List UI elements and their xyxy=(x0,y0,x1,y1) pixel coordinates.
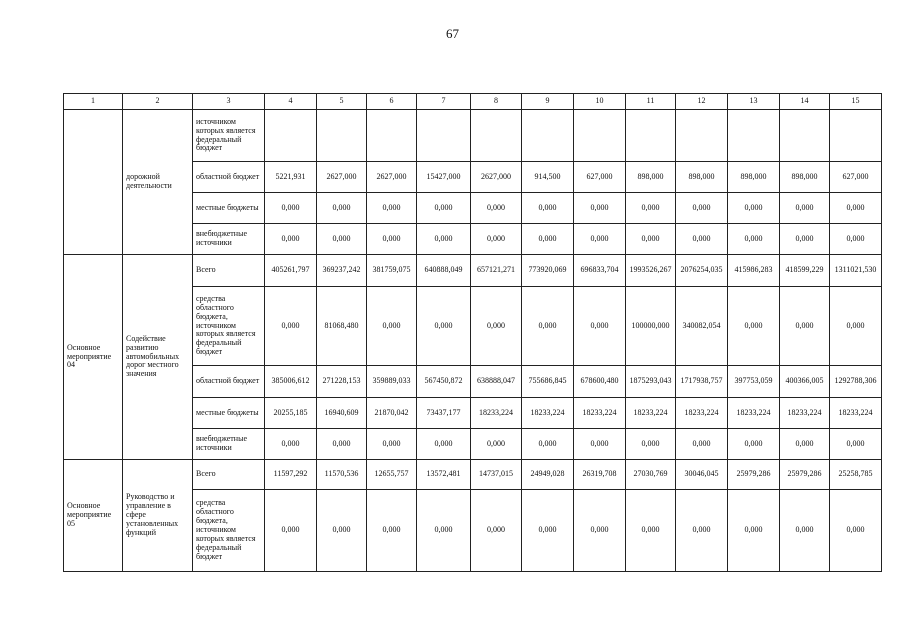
table-row xyxy=(64,255,882,287)
value-cell: 0,000 xyxy=(471,287,522,366)
value-cell: 0,000 xyxy=(317,193,367,224)
value-cell: 1993526,267 xyxy=(626,255,676,287)
value-cell: 0,000 xyxy=(780,429,830,460)
funding-source-cell: внебюджетные источники xyxy=(193,224,265,255)
measure-description-cell: Руководство и управление в сфере установленных функций xyxy=(123,460,193,572)
value-cell: 0,000 xyxy=(780,490,830,572)
value-cell: 898,000 xyxy=(780,162,830,193)
value-cell: 0,000 xyxy=(830,224,882,255)
value-cell: 898,000 xyxy=(626,162,676,193)
value-cell: 20255,185 xyxy=(265,398,317,429)
value-cell: 0,000 xyxy=(626,193,676,224)
value-cell: 0,000 xyxy=(830,287,882,366)
value-cell: 18233,224 xyxy=(471,398,522,429)
value-cell: 18233,224 xyxy=(830,398,882,429)
value-cell xyxy=(830,110,882,162)
column-header: 6 xyxy=(367,94,417,110)
value-cell: 271228,153 xyxy=(317,366,367,398)
value-cell: 0,000 xyxy=(780,287,830,366)
value-cell: 0,000 xyxy=(574,193,626,224)
measure-name-cell xyxy=(64,110,123,255)
column-header: 12 xyxy=(676,94,728,110)
column-header: 3 xyxy=(193,94,265,110)
value-cell: 0,000 xyxy=(265,224,317,255)
value-cell: 0,000 xyxy=(471,224,522,255)
value-cell xyxy=(780,110,830,162)
value-cell: 0,000 xyxy=(367,429,417,460)
value-cell: 18233,224 xyxy=(676,398,728,429)
funding-source-cell: средства областного бюджета, источником которых является федеральный бюджет xyxy=(193,287,265,366)
value-cell: 0,000 xyxy=(830,490,882,572)
value-cell xyxy=(626,110,676,162)
value-cell: 0,000 xyxy=(265,193,317,224)
value-cell: 1311021,530 xyxy=(830,255,882,287)
funding-source-cell: Всего xyxy=(193,460,265,490)
value-cell: 381759,075 xyxy=(367,255,417,287)
column-header: 7 xyxy=(417,94,471,110)
funding-source-cell: местные бюджеты xyxy=(193,398,265,429)
column-header: 15 xyxy=(830,94,882,110)
value-cell: 73437,177 xyxy=(417,398,471,429)
value-cell: 13572,481 xyxy=(417,460,471,490)
value-cell: 678600,480 xyxy=(574,366,626,398)
value-cell: 0,000 xyxy=(830,193,882,224)
column-header: 8 xyxy=(471,94,522,110)
value-cell xyxy=(265,110,317,162)
value-cell: 81068,480 xyxy=(317,287,367,366)
value-cell: 24949,028 xyxy=(522,460,574,490)
value-cell: 400366,005 xyxy=(780,366,830,398)
value-cell: 627,000 xyxy=(574,162,626,193)
value-cell: 0,000 xyxy=(522,193,574,224)
value-cell: 2627,000 xyxy=(317,162,367,193)
table-row xyxy=(64,460,882,490)
value-cell: 0,000 xyxy=(522,287,574,366)
funding-source-cell: Всего xyxy=(193,255,265,287)
value-cell: 0,000 xyxy=(574,429,626,460)
value-cell: 696833,704 xyxy=(574,255,626,287)
value-cell: 18233,224 xyxy=(780,398,830,429)
table-row xyxy=(64,110,882,162)
value-cell xyxy=(471,110,522,162)
measure-name-cell: Основное мероприятие 05 xyxy=(64,460,123,572)
value-cell: 0,000 xyxy=(522,224,574,255)
column-header: 2 xyxy=(123,94,193,110)
value-cell: 0,000 xyxy=(676,193,728,224)
value-cell: 16940,609 xyxy=(317,398,367,429)
value-cell: 405261,797 xyxy=(265,255,317,287)
column-header: 5 xyxy=(317,94,367,110)
page-number: 67 xyxy=(446,26,459,41)
value-cell: 0,000 xyxy=(317,490,367,572)
value-cell: 18233,224 xyxy=(626,398,676,429)
value-cell: 397753,059 xyxy=(728,366,780,398)
value-cell: 418599,229 xyxy=(780,255,830,287)
value-cell: 25979,286 xyxy=(728,460,780,490)
value-cell: 0,000 xyxy=(574,490,626,572)
value-cell: 0,000 xyxy=(728,193,780,224)
value-cell: 0,000 xyxy=(417,193,471,224)
value-cell: 385006,612 xyxy=(265,366,317,398)
column-header: 13 xyxy=(728,94,780,110)
value-cell: 2627,000 xyxy=(471,162,522,193)
funding-source-cell: местные бюджеты xyxy=(193,193,265,224)
column-header: 4 xyxy=(265,94,317,110)
value-cell: 0,000 xyxy=(676,224,728,255)
value-cell: 340082,054 xyxy=(676,287,728,366)
value-cell: 0,000 xyxy=(471,193,522,224)
funding-source-cell: внебюджетные источники xyxy=(193,429,265,460)
value-cell: 773920,069 xyxy=(522,255,574,287)
value-cell: 2076254,035 xyxy=(676,255,728,287)
value-cell: 12655,757 xyxy=(367,460,417,490)
funding-source-cell: источником которых является федеральный бюджет xyxy=(193,110,265,162)
measure-description-cell: дорожной деятельности xyxy=(123,110,193,255)
value-cell: 0,000 xyxy=(417,429,471,460)
column-header: 1 xyxy=(64,94,123,110)
value-cell: 657121,271 xyxy=(471,255,522,287)
value-cell: 18233,224 xyxy=(522,398,574,429)
value-cell: 0,000 xyxy=(367,224,417,255)
header-row xyxy=(64,94,882,110)
value-cell xyxy=(676,110,728,162)
budget-table xyxy=(63,93,882,572)
value-cell: 0,000 xyxy=(780,224,830,255)
value-cell: 0,000 xyxy=(626,429,676,460)
value-cell: 0,000 xyxy=(522,429,574,460)
value-cell: 11570,536 xyxy=(317,460,367,490)
value-cell: 0,000 xyxy=(728,224,780,255)
value-cell xyxy=(417,110,471,162)
value-cell: 0,000 xyxy=(317,224,367,255)
value-cell: 18233,224 xyxy=(728,398,780,429)
value-cell: 0,000 xyxy=(317,429,367,460)
value-cell xyxy=(367,110,417,162)
value-cell: 1717938,757 xyxy=(676,366,728,398)
value-cell: 1292788,306 xyxy=(830,366,882,398)
value-cell: 640888,049 xyxy=(417,255,471,287)
measure-name-cell: Основное мероприятие 04 xyxy=(64,255,123,460)
value-cell: 0,000 xyxy=(367,193,417,224)
value-cell xyxy=(522,110,574,162)
value-cell: 0,000 xyxy=(522,490,574,572)
value-cell: 5221,931 xyxy=(265,162,317,193)
value-cell: 18233,224 xyxy=(574,398,626,429)
value-cell: 0,000 xyxy=(265,490,317,572)
value-cell: 0,000 xyxy=(265,287,317,366)
value-cell: 0,000 xyxy=(574,287,626,366)
value-cell: 0,000 xyxy=(265,429,317,460)
column-header: 14 xyxy=(780,94,830,110)
value-cell: 0,000 xyxy=(471,490,522,572)
value-cell: 914,500 xyxy=(522,162,574,193)
value-cell: 0,000 xyxy=(830,429,882,460)
measure-description-cell: Содействие развитию автомобильных дорог местного значения xyxy=(123,255,193,460)
value-cell xyxy=(728,110,780,162)
value-cell: 100000,000 xyxy=(626,287,676,366)
value-cell: 25258,785 xyxy=(830,460,882,490)
value-cell: 2627,000 xyxy=(367,162,417,193)
value-cell: 0,000 xyxy=(417,490,471,572)
value-cell: 0,000 xyxy=(417,224,471,255)
value-cell: 0,000 xyxy=(728,490,780,572)
value-cell: 15427,000 xyxy=(417,162,471,193)
value-cell: 26319,708 xyxy=(574,460,626,490)
value-cell: 0,000 xyxy=(367,287,417,366)
value-cell: 0,000 xyxy=(367,490,417,572)
column-header: 11 xyxy=(626,94,676,110)
value-cell xyxy=(317,110,367,162)
value-cell: 638888,047 xyxy=(471,366,522,398)
value-cell: 359889,033 xyxy=(367,366,417,398)
column-header: 9 xyxy=(522,94,574,110)
value-cell: 567450,872 xyxy=(417,366,471,398)
value-cell: 14737,015 xyxy=(471,460,522,490)
value-cell: 30046,045 xyxy=(676,460,728,490)
value-cell: 11597,292 xyxy=(265,460,317,490)
value-cell: 0,000 xyxy=(626,490,676,572)
value-cell: 627,000 xyxy=(830,162,882,193)
value-cell: 21870,042 xyxy=(367,398,417,429)
value-cell: 898,000 xyxy=(728,162,780,193)
value-cell: 898,000 xyxy=(676,162,728,193)
value-cell: 0,000 xyxy=(728,429,780,460)
value-cell: 369237,242 xyxy=(317,255,367,287)
value-cell xyxy=(574,110,626,162)
value-cell: 0,000 xyxy=(574,224,626,255)
funding-source-cell: областной бюджет xyxy=(193,366,265,398)
value-cell: 0,000 xyxy=(471,429,522,460)
funding-source-cell: средства областного бюджета, источником которых является федеральный бюджет xyxy=(193,490,265,572)
value-cell: 755686,845 xyxy=(522,366,574,398)
value-cell: 0,000 xyxy=(626,224,676,255)
value-cell: 0,000 xyxy=(417,287,471,366)
value-cell: 25979,286 xyxy=(780,460,830,490)
value-cell: 0,000 xyxy=(728,287,780,366)
column-header: 10 xyxy=(574,94,626,110)
value-cell: 0,000 xyxy=(676,490,728,572)
funding-source-cell: областной бюджет xyxy=(193,162,265,193)
value-cell: 0,000 xyxy=(676,429,728,460)
value-cell: 1875293,043 xyxy=(626,366,676,398)
value-cell: 0,000 xyxy=(780,193,830,224)
value-cell: 27030,769 xyxy=(626,460,676,490)
value-cell: 415986,283 xyxy=(728,255,780,287)
